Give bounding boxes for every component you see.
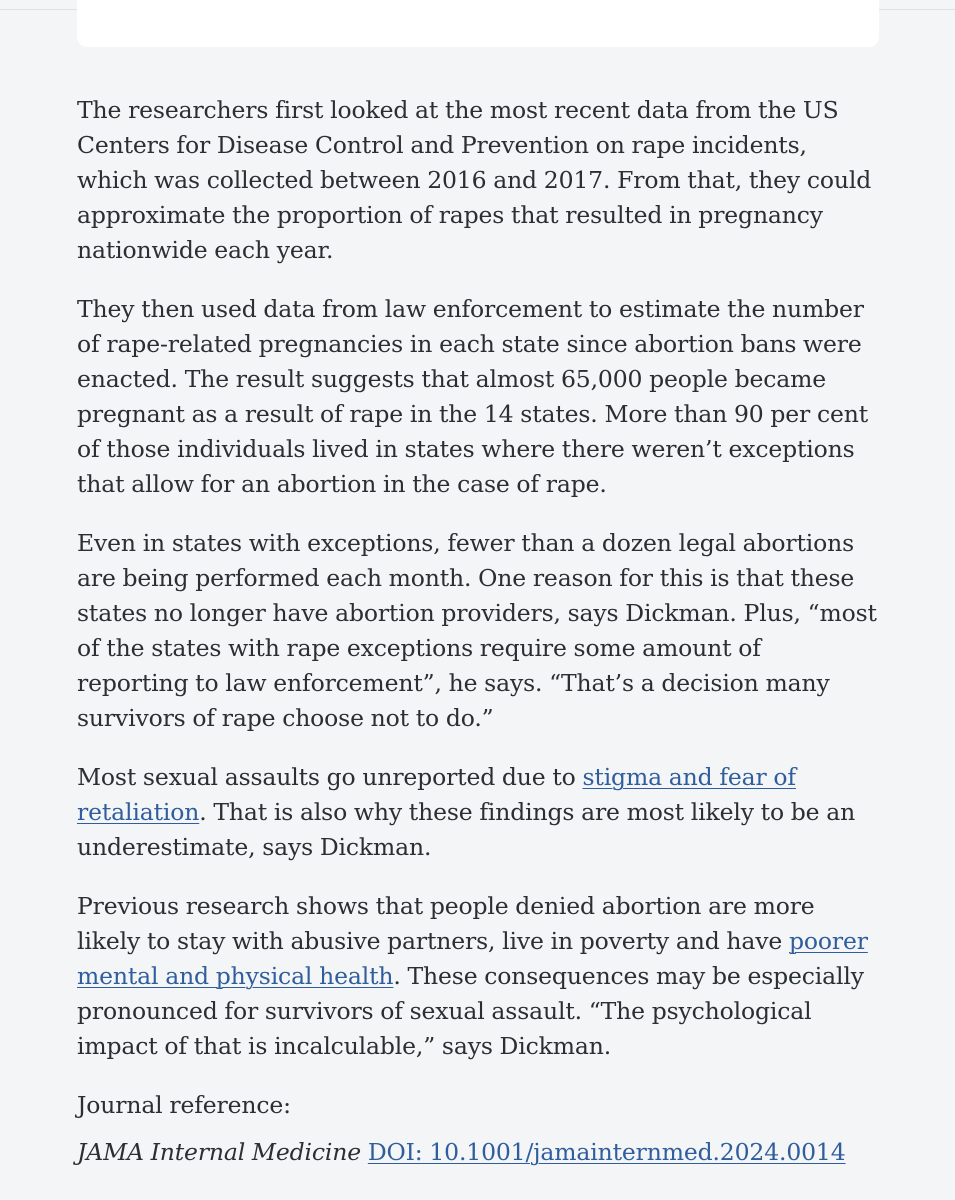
stigma-link[interactable]: stigma and fear of retaliation [77, 763, 796, 826]
paragraph-4-text-before: Most sexual assaults go unreported due to [77, 763, 583, 791]
journal-reference [77, 1135, 877, 1170]
paragraph-2: They then used data from law enforcement to estimate the number of rape-related pregnancies in each state since abortion bans were enacted. The result suggests that almost 65,000 people became pregnant as a result of rape in the 14 states. More than 90 per cent of those individuals lived in states where there weren’t exceptions that allow for an abortion in the case of rape. [77, 295, 868, 498]
paragraph-4-text-after: . That is also why these findings are most likely to be an underestimate, says Dickman. [77, 798, 856, 861]
health-link[interactable]: poorer mental and physical health [77, 927, 868, 990]
paragraph-1: The researchers first looked at the most recent data from the US Centers for Disease Control and Prevention on rape incidents, which was collected between 2016 and 2017. From that, they could approximate the proportion of rapes that resulted in pregnancy nationwide each year. [77, 96, 872, 264]
paragraph-5 [77, 889, 877, 1064]
article-body [77, 93, 877, 1170]
journal-reference-label: Journal reference: [77, 1091, 291, 1119]
paragraph-5-text-after: . These consequences may be especially pronounced for survivors of sexual assault. “The psychological impact of that is incalculable,” says Dickman. [77, 962, 864, 1060]
paragraph-5-text-before: Previous research shows that people denied abortion are more likely to stay with abusive partners, live in poverty and have [77, 892, 815, 955]
paragraph-3: Even in states with exceptions, fewer than a dozen legal abortions are being performed each month. One reason for this is that these states no longer have abortion providers, says Dickman. Plus, “most of the states with rape exceptions require some amount of reporting to law enforcement”, he says. “That’s a decision many survivors of rape choose not to do.” [77, 529, 877, 732]
paragraph-4 [77, 760, 877, 865]
content-card [77, 0, 879, 47]
doi-link[interactable]: DOI: 10.1001/jamainternmed.2024.0014 [367, 1138, 846, 1166]
journal-name: JAMA Internal Medicine [77, 1138, 361, 1166]
